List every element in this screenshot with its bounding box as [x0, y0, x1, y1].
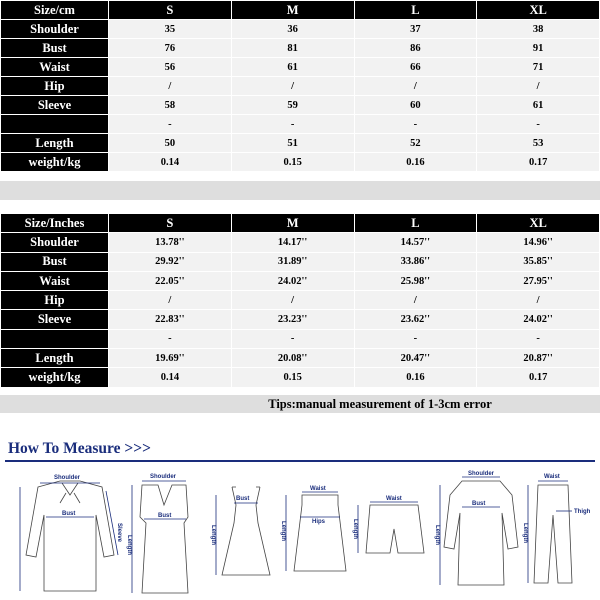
row-label: Sleeve: [1, 310, 109, 329]
table-cell: 35.85'': [477, 252, 600, 271]
length-label-6: Length: [434, 525, 440, 545]
size-header: M: [231, 214, 354, 233]
table-row: [1, 349, 600, 368]
table-row: [1, 310, 600, 329]
camisole-icon: [126, 474, 188, 593]
table-cell: -: [109, 115, 232, 134]
table-cell: 61: [231, 58, 354, 77]
table-cell: 25.98'': [354, 271, 477, 290]
table-row: [1, 96, 600, 115]
table-row: [1, 39, 600, 58]
table-row: [1, 233, 600, 252]
row-label: Bust: [1, 252, 109, 271]
shoulder-label-2: Shoulder: [150, 474, 177, 480]
table-cell: 14.96'': [477, 233, 600, 252]
waist-label-4: Waist: [310, 486, 326, 492]
coat-icon: [434, 471, 518, 585]
row-label: Sleeve: [1, 96, 109, 115]
table-cell: 22.83'': [109, 310, 232, 329]
row-label: Length: [1, 134, 109, 153]
inch-size-table: [0, 213, 600, 388]
table-cell: 22.05'': [109, 271, 232, 290]
table-cell: /: [354, 291, 477, 310]
table-cell: -: [477, 115, 600, 134]
header-row: [1, 1, 600, 20]
length-label-5: Length: [352, 519, 358, 539]
size-header: XL: [477, 214, 600, 233]
table-cell: 50: [109, 134, 232, 153]
table-cell: 27.95'': [477, 271, 600, 290]
table-cell: 0.17: [477, 368, 600, 387]
table-cell: 58: [109, 96, 232, 115]
table-cell: 0.16: [354, 153, 477, 172]
row-label: Hip: [1, 291, 109, 310]
table-cell: 53: [477, 134, 600, 153]
row-label: Waist: [1, 271, 109, 290]
hips-label: Hips: [312, 519, 326, 525]
cm-size-table: [0, 0, 600, 172]
table-cell: 66: [354, 58, 477, 77]
table-cell: 38: [477, 20, 600, 39]
table-cell: 52: [354, 134, 477, 153]
table-cell: 14.57'': [354, 233, 477, 252]
table-row: [1, 20, 600, 39]
bust-label: Bust: [62, 511, 76, 517]
size-header: XL: [477, 1, 600, 20]
table-cell: /: [354, 77, 477, 96]
table-cell: 24.02'': [231, 271, 354, 290]
tips-text: Tips:manual measurement of 1-3cm error: [268, 397, 492, 411]
table-cell: 71: [477, 58, 600, 77]
waist-label-7: Waist: [544, 474, 560, 480]
skirt-icon: [280, 486, 346, 571]
table-cell: 86: [354, 39, 477, 58]
table-cell: -: [477, 329, 600, 348]
table-row: [1, 134, 600, 153]
shoulder-label-6: Shoulder: [468, 471, 495, 477]
thigh-label: Thigh: [574, 509, 591, 515]
row-label: [1, 329, 109, 348]
table-cell: 35: [109, 20, 232, 39]
table-cell: 56: [109, 58, 232, 77]
table-cell: 31.89'': [231, 252, 354, 271]
table-cell: -: [231, 115, 354, 134]
table-row: [1, 153, 600, 172]
length-label-7: Length: [522, 523, 528, 543]
table-cell: -: [354, 115, 477, 134]
row-label: Hip: [1, 77, 109, 96]
table-cell: 19.69'': [109, 349, 232, 368]
table-cell: 0.14: [109, 368, 232, 387]
table-cell: /: [477, 77, 600, 96]
table-cell: 61: [477, 96, 600, 115]
table-cell: 20.08'': [231, 349, 354, 368]
row-label: Shoulder: [1, 233, 109, 252]
bust-label-3: Bust: [236, 496, 250, 502]
size-header: L: [354, 214, 477, 233]
row-label: [1, 115, 109, 134]
table-cell: /: [231, 291, 354, 310]
size-header: L: [354, 1, 477, 20]
bust-label-6: Bust: [472, 501, 486, 507]
table-cell: 60: [354, 96, 477, 115]
table-row: [1, 115, 600, 134]
table-cell: 13.78'': [109, 233, 232, 252]
table-cell: 33.86'': [354, 252, 477, 271]
length-label-2: Length: [126, 535, 132, 555]
table-cell: 0.15: [231, 153, 354, 172]
measure-diagram: [0, 465, 600, 600]
title-underline: [5, 460, 595, 462]
table-row: [1, 368, 600, 387]
size-header: S: [109, 1, 232, 20]
shorts-icon: [352, 496, 424, 553]
table-cell: /: [109, 291, 232, 310]
size-header: S: [109, 214, 232, 233]
table-row: [1, 58, 600, 77]
row-label: Shoulder: [1, 20, 109, 39]
unit-header: Size/cm: [1, 1, 109, 20]
shoulder-label: Shoulder: [54, 475, 81, 481]
table-row: [1, 291, 600, 310]
length-label-3: Length: [210, 525, 216, 545]
waist-label-5: Waist: [386, 496, 402, 502]
length-label-4: Length: [280, 521, 286, 541]
table-cell: /: [109, 77, 232, 96]
size-header: M: [231, 1, 354, 20]
trousers-icon: [522, 474, 591, 583]
table-cell: 14.17'': [231, 233, 354, 252]
sleeve-label: Sleeve: [116, 523, 122, 543]
bust-label-2: Bust: [158, 513, 172, 519]
row-label: weight/kg: [1, 368, 109, 387]
table-cell: 0.17: [477, 153, 600, 172]
table-cell: -: [354, 329, 477, 348]
table-cell: 81: [231, 39, 354, 58]
dress-icon: [210, 487, 270, 575]
table-cell: 91: [477, 39, 600, 58]
table-cell: 0.14: [109, 153, 232, 172]
row-label: Length: [1, 349, 109, 368]
table-cell: -: [231, 329, 354, 348]
table-cell: 23.23'': [231, 310, 354, 329]
table-cell: 0.15: [231, 368, 354, 387]
table-cell: 59: [231, 96, 354, 115]
blouse-icon: [0, 475, 122, 591]
table-cell: /: [477, 291, 600, 310]
table-row: [1, 329, 600, 348]
table-row: [1, 252, 600, 271]
table-row: [1, 271, 600, 290]
table-cell: 76: [109, 39, 232, 58]
table-cell: 23.62'': [354, 310, 477, 329]
table-cell: 36: [231, 20, 354, 39]
how-to-measure-title: How To Measure >>>: [8, 440, 151, 457]
table-cell: 29.92'': [109, 252, 232, 271]
table-cell: -: [109, 329, 232, 348]
row-label: Waist: [1, 58, 109, 77]
table-cell: 51: [231, 134, 354, 153]
table-cell: 20.87'': [477, 349, 600, 368]
table-row: [1, 77, 600, 96]
header-row: [1, 214, 600, 233]
table-cell: /: [231, 77, 354, 96]
table-cell: 24.02'': [477, 310, 600, 329]
separator-band: [0, 181, 600, 200]
row-label: Bust: [1, 39, 109, 58]
unit-header: Size/Inches: [1, 214, 109, 233]
table-cell: 37: [354, 20, 477, 39]
table-cell: 20.47'': [354, 349, 477, 368]
table-cell: 0.16: [354, 368, 477, 387]
row-label: weight/kg: [1, 153, 109, 172]
